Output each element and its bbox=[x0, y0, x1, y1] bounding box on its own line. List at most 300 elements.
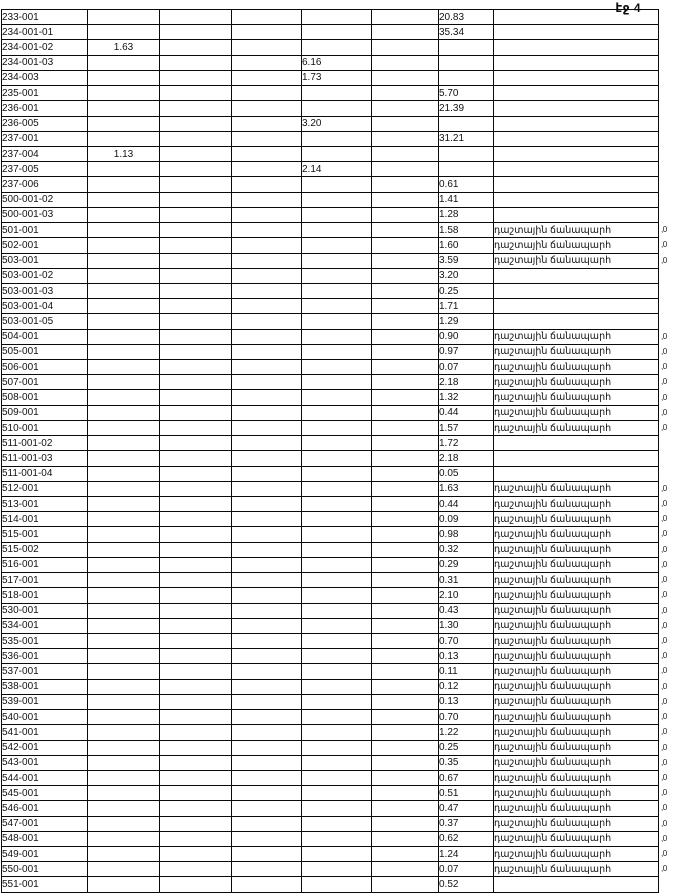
margin-mark: ,0 bbox=[661, 544, 667, 554]
cell-col5 bbox=[302, 360, 372, 375]
cell-code: 234-001-02 bbox=[2, 40, 88, 55]
margin-mark: ,0 bbox=[661, 636, 667, 646]
table-row bbox=[2, 436, 659, 451]
cell-col3 bbox=[160, 329, 232, 344]
cell-note: դաշտային ճանապարհ bbox=[494, 862, 659, 877]
cell-col2 bbox=[88, 633, 160, 648]
cell-col5 bbox=[302, 847, 372, 862]
cell-col5 bbox=[302, 253, 372, 268]
cell-code: 237-005 bbox=[2, 162, 88, 177]
cell-col5 bbox=[302, 740, 372, 755]
cell-col6 bbox=[372, 405, 439, 420]
cell-value: 1.29 bbox=[439, 314, 494, 329]
cell-col6 bbox=[372, 451, 439, 466]
cell-col2 bbox=[88, 405, 160, 420]
margin-mark: ,0 bbox=[661, 864, 667, 874]
cell-col6 bbox=[372, 360, 439, 375]
cell-note bbox=[494, 192, 659, 207]
cell-col2 bbox=[88, 588, 160, 603]
table-row bbox=[2, 497, 659, 512]
cell-col5 bbox=[302, 710, 372, 725]
table-row bbox=[2, 101, 659, 116]
cell-value: 1.60 bbox=[439, 238, 494, 253]
table-row bbox=[2, 527, 659, 542]
cell-col3 bbox=[160, 162, 232, 177]
cell-col4 bbox=[232, 710, 302, 725]
table-row bbox=[2, 55, 659, 70]
cell-col2 bbox=[88, 527, 160, 542]
cell-code: 542-001 bbox=[2, 740, 88, 755]
cell-col4 bbox=[232, 862, 302, 877]
cell-col2 bbox=[88, 329, 160, 344]
table-row bbox=[2, 314, 659, 329]
cell-col4 bbox=[232, 664, 302, 679]
cell-value: 1.32 bbox=[439, 390, 494, 405]
cell-code: 530-001 bbox=[2, 603, 88, 618]
margin-mark: ,0 bbox=[661, 742, 667, 752]
cell-col4 bbox=[232, 101, 302, 116]
cell-note: դաշտային ճանապարհ bbox=[494, 755, 659, 770]
cell-col5 bbox=[302, 512, 372, 527]
cell-col3 bbox=[160, 679, 232, 694]
cell-col6 bbox=[372, 86, 439, 101]
cell-col4 bbox=[232, 725, 302, 740]
cell-note: դաշտային ճանապարհ bbox=[494, 801, 659, 816]
cell-col3 bbox=[160, 375, 232, 390]
cell-code: 547-001 bbox=[2, 816, 88, 831]
cell-col2 bbox=[88, 177, 160, 192]
cell-col6 bbox=[372, 436, 439, 451]
cell-note bbox=[494, 40, 659, 55]
cell-value: 0.35 bbox=[439, 755, 494, 770]
cell-col4 bbox=[232, 816, 302, 831]
cell-col6 bbox=[372, 481, 439, 496]
table-row bbox=[2, 557, 659, 572]
table-row bbox=[2, 649, 659, 664]
cell-col3 bbox=[160, 694, 232, 709]
cell-col2 bbox=[88, 831, 160, 846]
table-row bbox=[2, 481, 659, 496]
table-row bbox=[2, 223, 659, 238]
cell-code: 503-001-03 bbox=[2, 283, 88, 298]
cell-col2 bbox=[88, 770, 160, 785]
cell-col5 bbox=[302, 131, 372, 146]
cell-col2 bbox=[88, 512, 160, 527]
cell-col6 bbox=[372, 146, 439, 161]
cell-col5 bbox=[302, 207, 372, 222]
cell-note: դաշտային ճանապարհ bbox=[494, 770, 659, 785]
cell-note: դաշտային ճանապարհ bbox=[494, 831, 659, 846]
cell-col2: 1.63 bbox=[88, 40, 160, 55]
cell-col6 bbox=[372, 192, 439, 207]
table-row bbox=[2, 862, 659, 877]
cell-col6 bbox=[372, 116, 439, 131]
cell-note bbox=[494, 207, 659, 222]
cell-col3 bbox=[160, 633, 232, 648]
cell-note: դաշտային ճանապարհ bbox=[494, 557, 659, 572]
cell-col5 bbox=[302, 10, 372, 25]
cell-col3 bbox=[160, 466, 232, 481]
cell-col3 bbox=[160, 451, 232, 466]
margin-mark: ,0 bbox=[661, 255, 667, 265]
cell-col3 bbox=[160, 497, 232, 512]
table-row bbox=[2, 329, 659, 344]
cell-code: 503-001-02 bbox=[2, 268, 88, 283]
cell-code: 501-001 bbox=[2, 223, 88, 238]
cell-value: 35.34 bbox=[439, 25, 494, 40]
cell-col4 bbox=[232, 466, 302, 481]
cell-col6 bbox=[372, 679, 439, 694]
margin-mark: ,0 bbox=[661, 559, 667, 569]
cell-col2 bbox=[88, 390, 160, 405]
table-row bbox=[2, 816, 659, 831]
cell-col3 bbox=[160, 253, 232, 268]
cell-col5 bbox=[302, 238, 372, 253]
cell-value: 0.25 bbox=[439, 283, 494, 298]
cell-value: 0.31 bbox=[439, 573, 494, 588]
cell-code: 534-001 bbox=[2, 618, 88, 633]
cell-col5 bbox=[302, 25, 372, 40]
cell-col4 bbox=[232, 770, 302, 785]
cell-col3 bbox=[160, 664, 232, 679]
margin-mark: ,0 bbox=[661, 422, 667, 432]
cell-note bbox=[494, 70, 659, 85]
cell-col2 bbox=[88, 573, 160, 588]
cell-col4 bbox=[232, 283, 302, 298]
cell-col2 bbox=[88, 314, 160, 329]
table-row bbox=[2, 390, 659, 405]
cell-col2 bbox=[88, 557, 160, 572]
cell-note: դաշտային ճանապարհ bbox=[494, 679, 659, 694]
cell-col5 bbox=[302, 770, 372, 785]
cell-col2 bbox=[88, 162, 160, 177]
cell-code: 234-001-01 bbox=[2, 25, 88, 40]
cell-col5 bbox=[302, 573, 372, 588]
cell-col4 bbox=[232, 10, 302, 25]
cell-col4 bbox=[232, 299, 302, 314]
cell-col6 bbox=[372, 162, 439, 177]
cell-value bbox=[439, 55, 494, 70]
cell-col4 bbox=[232, 25, 302, 40]
cell-col3 bbox=[160, 618, 232, 633]
cell-col3 bbox=[160, 314, 232, 329]
cell-col6 bbox=[372, 770, 439, 785]
cell-value: 1.57 bbox=[439, 420, 494, 435]
cell-col5: 6.16 bbox=[302, 55, 372, 70]
cell-col2 bbox=[88, 786, 160, 801]
cell-value: 0.98 bbox=[439, 527, 494, 542]
cell-value: 0.12 bbox=[439, 679, 494, 694]
cell-value: 0.67 bbox=[439, 770, 494, 785]
cell-col6 bbox=[372, 55, 439, 70]
margin-mark: ,0 bbox=[661, 240, 667, 250]
cell-note bbox=[494, 146, 659, 161]
cell-note bbox=[494, 131, 659, 146]
cell-code: 507-001 bbox=[2, 375, 88, 390]
cell-code: 503-001-04 bbox=[2, 299, 88, 314]
cell-col4 bbox=[232, 86, 302, 101]
table-row bbox=[2, 466, 659, 481]
cell-code: 236-005 bbox=[2, 116, 88, 131]
cell-note: դաշտային ճանապարհ bbox=[494, 238, 659, 253]
cell-code: 516-001 bbox=[2, 557, 88, 572]
cell-note bbox=[494, 299, 659, 314]
cell-col2 bbox=[88, 70, 160, 85]
margin-mark: ,0 bbox=[661, 849, 667, 859]
cell-code: 537-001 bbox=[2, 664, 88, 679]
table-row bbox=[2, 694, 659, 709]
cell-col4 bbox=[232, 451, 302, 466]
cell-col6 bbox=[372, 603, 439, 618]
cell-col5 bbox=[302, 405, 372, 420]
cell-col5 bbox=[302, 481, 372, 496]
table-row bbox=[2, 253, 659, 268]
table-row bbox=[2, 801, 659, 816]
cell-note: դաշտային ճանապարհ bbox=[494, 329, 659, 344]
table-row bbox=[2, 740, 659, 755]
cell-note: դաշտային ճանապարհ bbox=[494, 375, 659, 390]
margin-mark: ,0 bbox=[661, 620, 667, 630]
margin-mark: ,0 bbox=[661, 331, 667, 341]
cell-note: դաշտային ճանապարհ bbox=[494, 223, 659, 238]
cell-col5 bbox=[302, 618, 372, 633]
cell-col6 bbox=[372, 694, 439, 709]
cell-col3 bbox=[160, 146, 232, 161]
cell-code: 500-001-02 bbox=[2, 192, 88, 207]
cell-value: 3.20 bbox=[439, 268, 494, 283]
cell-col2 bbox=[88, 360, 160, 375]
cell-col6 bbox=[372, 238, 439, 253]
table-row bbox=[2, 131, 659, 146]
cell-col6 bbox=[372, 329, 439, 344]
cell-col6 bbox=[372, 725, 439, 740]
cell-code: 539-001 bbox=[2, 694, 88, 709]
cell-col4 bbox=[232, 420, 302, 435]
cell-col2 bbox=[88, 192, 160, 207]
cell-col5 bbox=[302, 755, 372, 770]
cell-col3 bbox=[160, 649, 232, 664]
cell-col5 bbox=[302, 314, 372, 329]
cell-col3 bbox=[160, 40, 232, 55]
table-row bbox=[2, 710, 659, 725]
cell-col2 bbox=[88, 755, 160, 770]
cell-col6 bbox=[372, 588, 439, 603]
cell-col4 bbox=[232, 238, 302, 253]
cell-col6 bbox=[372, 542, 439, 557]
cell-col4 bbox=[232, 557, 302, 572]
cell-col5 bbox=[302, 816, 372, 831]
margin-mark: ,0 bbox=[661, 575, 667, 585]
cell-col4 bbox=[232, 375, 302, 390]
cell-col6 bbox=[372, 710, 439, 725]
cell-col4 bbox=[232, 116, 302, 131]
table-row bbox=[2, 207, 659, 222]
cell-note: դաշտային ճանապարհ bbox=[494, 725, 659, 740]
cell-code: 518-001 bbox=[2, 588, 88, 603]
cell-col2 bbox=[88, 268, 160, 283]
cell-col3 bbox=[160, 283, 232, 298]
cell-col4 bbox=[232, 329, 302, 344]
cell-col3 bbox=[160, 816, 232, 831]
margin-mark: ,0 bbox=[661, 681, 667, 691]
cell-col6 bbox=[372, 512, 439, 527]
cell-col6 bbox=[372, 573, 439, 588]
cell-col5 bbox=[302, 299, 372, 314]
cell-col3 bbox=[160, 436, 232, 451]
cell-col2 bbox=[88, 116, 160, 131]
cell-col6 bbox=[372, 497, 439, 512]
cell-note: դաշտային ճանապարհ bbox=[494, 527, 659, 542]
cell-col2 bbox=[88, 603, 160, 618]
margin-mark: ,0 bbox=[661, 651, 667, 661]
table-row bbox=[2, 679, 659, 694]
cell-value: 5.70 bbox=[439, 86, 494, 101]
cell-col3 bbox=[160, 25, 232, 40]
table-row bbox=[2, 86, 659, 101]
cell-col3 bbox=[160, 573, 232, 588]
cell-value bbox=[439, 146, 494, 161]
cell-col6 bbox=[372, 847, 439, 862]
cell-col3 bbox=[160, 710, 232, 725]
cell-col2 bbox=[88, 649, 160, 664]
cell-code: 551-001 bbox=[2, 877, 88, 892]
cell-note: դաշտային ճանապարհ bbox=[494, 816, 659, 831]
cell-col3 bbox=[160, 299, 232, 314]
cell-code: 536-001 bbox=[2, 649, 88, 664]
cell-col2 bbox=[88, 497, 160, 512]
cell-value: 0.43 bbox=[439, 603, 494, 618]
cell-col4 bbox=[232, 573, 302, 588]
cell-code: 504-001 bbox=[2, 329, 88, 344]
cell-col4 bbox=[232, 847, 302, 862]
cell-value: 0.29 bbox=[439, 557, 494, 572]
cell-col6 bbox=[372, 862, 439, 877]
cell-note: դաշտային ճանապարհ bbox=[494, 497, 659, 512]
cell-col4 bbox=[232, 390, 302, 405]
cell-note bbox=[494, 314, 659, 329]
cell-code: 545-001 bbox=[2, 786, 88, 801]
cell-col5 bbox=[302, 40, 372, 55]
cell-note: դաշտային ճանապարհ bbox=[494, 710, 659, 725]
cell-col6 bbox=[372, 557, 439, 572]
cell-col2 bbox=[88, 847, 160, 862]
margin-mark: ,0 bbox=[661, 605, 667, 615]
cell-value bbox=[439, 40, 494, 55]
margin-mark: ,0 bbox=[661, 590, 667, 600]
cell-value: 1.63 bbox=[439, 481, 494, 496]
cell-note bbox=[494, 451, 659, 466]
table-row bbox=[2, 755, 659, 770]
cell-col4 bbox=[232, 436, 302, 451]
cell-note bbox=[494, 466, 659, 481]
cell-col5 bbox=[302, 177, 372, 192]
cell-col5 bbox=[302, 862, 372, 877]
cell-col4 bbox=[232, 146, 302, 161]
cell-code: 546-001 bbox=[2, 801, 88, 816]
table-row bbox=[2, 25, 659, 40]
cell-col3 bbox=[160, 405, 232, 420]
cell-value: 0.09 bbox=[439, 512, 494, 527]
table-row bbox=[2, 70, 659, 85]
cell-col6 bbox=[372, 253, 439, 268]
cell-col4 bbox=[232, 877, 302, 892]
cell-code: 237-004 bbox=[2, 146, 88, 161]
cell-col2 bbox=[88, 481, 160, 496]
cell-col3 bbox=[160, 223, 232, 238]
cell-col3 bbox=[160, 207, 232, 222]
cell-code: 513-001 bbox=[2, 497, 88, 512]
cell-value: 1.41 bbox=[439, 192, 494, 207]
cell-col5 bbox=[302, 786, 372, 801]
cell-note: դաշտային ճանապարհ bbox=[494, 512, 659, 527]
cell-note: դաշտային ճանապարհ bbox=[494, 618, 659, 633]
cell-col4 bbox=[232, 253, 302, 268]
cell-col6 bbox=[372, 131, 439, 146]
cell-col3 bbox=[160, 786, 232, 801]
cell-value: 1.72 bbox=[439, 436, 494, 451]
cell-code: 550-001 bbox=[2, 862, 88, 877]
cell-col6 bbox=[372, 420, 439, 435]
cell-col4 bbox=[232, 497, 302, 512]
table-row bbox=[2, 420, 659, 435]
cell-col4 bbox=[232, 801, 302, 816]
cell-col5 bbox=[302, 603, 372, 618]
cell-col2 bbox=[88, 344, 160, 359]
cell-value bbox=[439, 70, 494, 85]
cell-col3 bbox=[160, 101, 232, 116]
margin-mark: ,0 bbox=[661, 803, 667, 813]
cell-col6 bbox=[372, 664, 439, 679]
cell-value: 0.52 bbox=[439, 877, 494, 892]
cell-col3 bbox=[160, 268, 232, 283]
cell-col6 bbox=[372, 633, 439, 648]
cell-col6 bbox=[372, 344, 439, 359]
cell-col4 bbox=[232, 588, 302, 603]
cell-col2 bbox=[88, 283, 160, 298]
cell-col4 bbox=[232, 360, 302, 375]
cell-col3 bbox=[160, 588, 232, 603]
cell-value: 3.59 bbox=[439, 253, 494, 268]
cell-note bbox=[494, 116, 659, 131]
cell-code: 502-001 bbox=[2, 238, 88, 253]
cell-col3 bbox=[160, 512, 232, 527]
cell-col2 bbox=[88, 451, 160, 466]
cell-col3 bbox=[160, 55, 232, 70]
cell-value: 2.18 bbox=[439, 451, 494, 466]
cell-col2 bbox=[88, 466, 160, 481]
cell-col6 bbox=[372, 649, 439, 664]
cell-col4 bbox=[232, 314, 302, 329]
margin-mark: ,0 bbox=[661, 483, 667, 493]
cell-value: 0.62 bbox=[439, 831, 494, 846]
cell-value: 0.37 bbox=[439, 816, 494, 831]
cell-note bbox=[494, 436, 659, 451]
cell-col4 bbox=[232, 694, 302, 709]
cell-code: 235-001 bbox=[2, 86, 88, 101]
cell-note bbox=[494, 10, 659, 25]
cell-col5 bbox=[302, 679, 372, 694]
cell-note: դաշտային ճանապարհ bbox=[494, 740, 659, 755]
cell-code: 500-001-03 bbox=[2, 207, 88, 222]
cell-col2 bbox=[88, 10, 160, 25]
data-table bbox=[1, 9, 659, 893]
cell-value: 1.24 bbox=[439, 847, 494, 862]
cell-code: 540-001 bbox=[2, 710, 88, 725]
cell-code: 511-001-02 bbox=[2, 436, 88, 451]
cell-code: 505-001 bbox=[2, 344, 88, 359]
cell-col6 bbox=[372, 877, 439, 892]
table-row bbox=[2, 177, 659, 192]
